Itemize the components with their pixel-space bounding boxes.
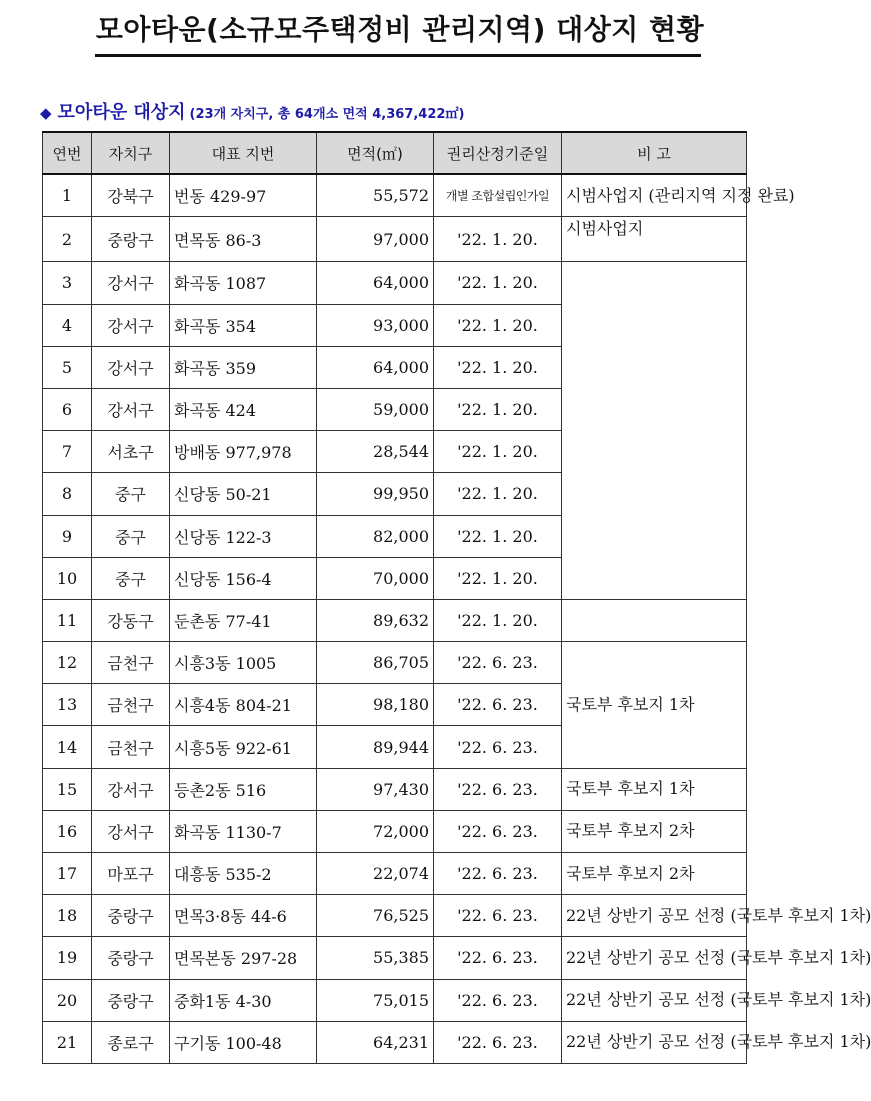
cell-district: 중랑구 [92,937,170,979]
cell-lot: 신당동 122-3 [170,515,317,557]
table-row [43,768,747,810]
cell-district: 중랑구 [92,895,170,937]
cell-district: 중구 [92,473,170,515]
cell-no: 19 [43,937,92,979]
table-row [43,895,747,937]
cell-date: '22. 6. 23. [434,1021,562,1063]
cell-area: 97,000 [317,217,434,262]
cell-area: 55,385 [317,937,434,979]
cell-area: 93,000 [317,304,434,346]
cell-note: 22년 상반기 공모 선정 (국토부 후보지 1차) [562,937,747,979]
cell-district: 금천구 [92,726,170,768]
cell-district: 강서구 [92,768,170,810]
cell-area: 89,944 [317,726,434,768]
cell-district: 중구 [92,515,170,557]
cell-no: 13 [43,684,92,726]
cell-date: '22. 6. 23. [434,979,562,1021]
cell-lot: 둔촌동 77-41 [170,599,317,641]
cell-no: 20 [43,979,92,1021]
cell-date: '22. 1. 20. [434,473,562,515]
cell-area: 99,950 [317,473,434,515]
cell-area: 75,015 [317,979,434,1021]
section-heading-detail: (23개 자치구, 총 64개소 면적 4,367,422㎡) [189,107,465,122]
cell-area: 28,544 [317,431,434,473]
cell-no: 1 [43,174,92,217]
cell-note: 22년 상반기 공모 선정 (국토부 후보지 1차) [562,1021,747,1063]
cell-district: 금천구 [92,684,170,726]
cell-lot: 화곡동 1130-7 [170,810,317,852]
cell-district: 금천구 [92,642,170,684]
cell-area: 55,572 [317,174,434,217]
cell-area: 98,180 [317,684,434,726]
cell-lot: 면목본동 297-28 [170,937,317,979]
cell-area: 22,074 [317,853,434,895]
cell-no: 6 [43,388,92,430]
cell-note-empty [562,599,747,641]
cell-area: 76,525 [317,895,434,937]
cell-area: 97,430 [317,768,434,810]
cell-district: 강서구 [92,262,170,304]
cell-lot: 화곡동 424 [170,388,317,430]
cell-note: 국토부 후보지 1차 [562,768,747,810]
header-note: 비 고 [562,132,747,174]
cell-district: 강북구 [92,174,170,217]
cell-lot: 면목동 86-3 [170,217,317,262]
cell-district: 마포구 [92,853,170,895]
header-area: 면적(㎡) [317,132,434,174]
cell-area: 59,000 [317,388,434,430]
cell-no: 17 [43,853,92,895]
cell-note: 국토부 후보지 2차 [562,810,747,852]
cell-lot: 번동 429-97 [170,174,317,217]
table-row [43,853,747,895]
cell-lot: 신당동 50-21 [170,473,317,515]
diamond-bullet-icon: ◆ [40,104,52,122]
site-table [42,131,871,1064]
table-row [43,599,747,641]
cell-lot: 등촌2동 516 [170,768,317,810]
cell-no: 3 [43,262,92,304]
header-lot: 대표 지번 [170,132,317,174]
cell-no: 14 [43,726,92,768]
cell-no: 5 [43,346,92,388]
cell-lot: 대흥동 535-2 [170,853,317,895]
cell-district: 강서구 [92,304,170,346]
cell-lot: 화곡동 1087 [170,262,317,304]
cell-area: 72,000 [317,810,434,852]
cell-area: 64,000 [317,346,434,388]
cell-date: '22. 1. 20. [434,515,562,557]
cell-no: 7 [43,431,92,473]
cell-date: '22. 1. 20. [434,388,562,430]
cell-area: 64,231 [317,1021,434,1063]
cell-area: 64,000 [317,262,434,304]
cell-district: 중랑구 [92,217,170,262]
cell-note: 22년 상반기 공모 선정 (국토부 후보지 1차) [562,979,747,1021]
table-row [43,810,747,852]
table-row [43,642,747,684]
table-row [43,937,747,979]
cell-note: 국토부 후보지 1차 [562,642,747,769]
cell-date: '22. 6. 23. [434,726,562,768]
header-no: 연번 [43,132,92,174]
cell-district: 중구 [92,557,170,599]
cell-date: '22. 1. 20. [434,217,562,262]
cell-lot: 화곡동 354 [170,304,317,346]
section-heading-main: 모아타운 대상지 [57,102,186,123]
cell-date: '22. 6. 23. [434,768,562,810]
cell-no: 10 [43,557,92,599]
cell-lot: 시흥4동 804-21 [170,684,317,726]
table-row [43,217,747,262]
cell-lot: 시흥3동 1005 [170,642,317,684]
cell-date: '22. 6. 23. [434,642,562,684]
table-row [43,1021,747,1063]
cell-note: 시범사업지 [562,217,747,262]
section-heading [40,98,464,124]
cell-no: 9 [43,515,92,557]
cell-date: 개별 조합설립인가일 [434,174,562,217]
table-header-row [43,132,747,174]
cell-lot: 면목3·8동 44-6 [170,895,317,937]
cell-date: '22. 6. 23. [434,810,562,852]
cell-lot: 시흥5동 922-61 [170,726,317,768]
cell-area: 82,000 [317,515,434,557]
cell-no: 8 [43,473,92,515]
page-title: 모아타운(소규모주택정비 관리지역) 대상지 현황 [95,13,705,46]
cell-district: 강동구 [92,599,170,641]
title-underline [95,54,701,57]
cell-date: '22. 1. 20. [434,557,562,599]
cell-date: '22. 6. 23. [434,937,562,979]
cell-no: 11 [43,599,92,641]
cell-district: 종로구 [92,1021,170,1063]
cell-no: 12 [43,642,92,684]
header-date: 권리산정기준일 [434,132,562,174]
cell-no: 15 [43,768,92,810]
cell-district: 서초구 [92,431,170,473]
cell-area: 86,705 [317,642,434,684]
cell-date: '22. 1. 20. [434,304,562,346]
cell-no: 21 [43,1021,92,1063]
cell-date: '22. 6. 23. [434,684,562,726]
cell-date: '22. 1. 20. [434,262,562,304]
cell-no: 2 [43,217,92,262]
cell-date: '22. 6. 23. [434,853,562,895]
cell-note: 22년 상반기 공모 선정 (국토부 후보지 1차) [562,895,747,937]
cell-note-empty [562,262,747,600]
cell-no: 4 [43,304,92,346]
cell-district: 강서구 [92,388,170,430]
cell-lot: 구기동 100-48 [170,1021,317,1063]
cell-area: 89,632 [317,599,434,641]
cell-note: 국토부 후보지 2차 [562,853,747,895]
table-row [43,174,747,217]
cell-no: 16 [43,810,92,852]
cell-no: 18 [43,895,92,937]
header-district: 자치구 [92,132,170,174]
cell-district: 강서구 [92,810,170,852]
table-row [43,979,747,1021]
cell-lot: 중화1동 4-30 [170,979,317,1021]
cell-district: 중랑구 [92,979,170,1021]
cell-date: '22. 1. 20. [434,346,562,388]
cell-lot: 방배동 977,978 [170,431,317,473]
cell-lot: 화곡동 359 [170,346,317,388]
cell-note: 시범사업지 (관리지역 지정 완료) [562,174,747,217]
cell-date: '22. 6. 23. [434,895,562,937]
cell-area: 70,000 [317,557,434,599]
cell-lot: 신당동 156-4 [170,557,317,599]
cell-date: '22. 1. 20. [434,599,562,641]
cell-date: '22. 1. 20. [434,431,562,473]
table-row [43,262,747,304]
cell-district: 강서구 [92,346,170,388]
